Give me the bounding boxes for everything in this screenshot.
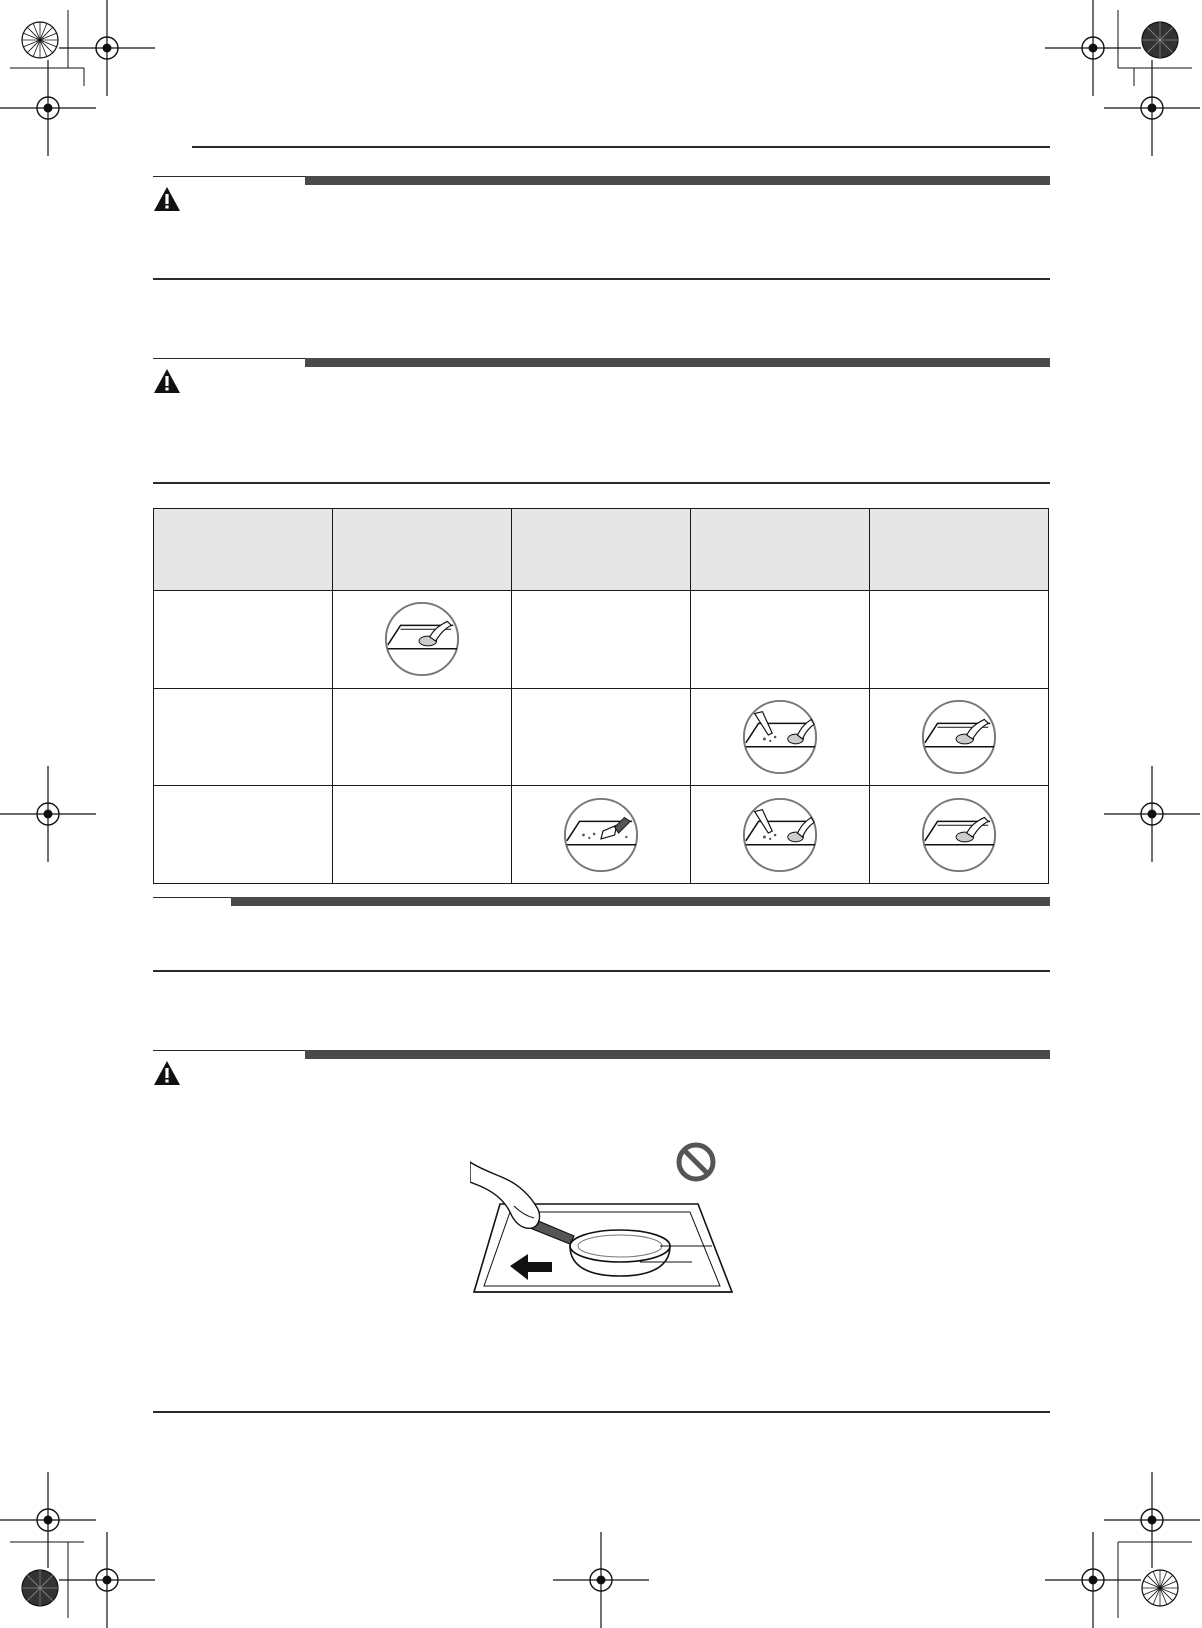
footer-rule [153, 1411, 1050, 1413]
wipe-cloth-icon [920, 698, 998, 776]
caution-2-bottom-rule [153, 482, 1050, 484]
table-cell [333, 688, 512, 786]
section-bottom-rule [153, 970, 1050, 972]
caution-1-bottom-rule [153, 278, 1050, 280]
table-cell [512, 591, 691, 689]
table-cell [333, 591, 512, 689]
table-cell [691, 688, 870, 786]
table-header-cell [691, 509, 870, 591]
section-heading-thin-rule [153, 897, 231, 898]
caution-1-heading-thin-rule [153, 176, 305, 177]
table-header-row [154, 509, 1049, 591]
table-row [154, 688, 1049, 786]
table-header-cell [870, 509, 1049, 591]
table-row [154, 786, 1049, 884]
row-label [154, 688, 333, 786]
scrape-and-wipe-icon [741, 698, 819, 776]
caution-1-heading-bar [305, 176, 1050, 185]
caution-triangle-icon [153, 368, 181, 394]
caution-triangle-icon [153, 186, 181, 212]
table-cell [870, 786, 1049, 884]
table-cell [512, 786, 691, 884]
table-cell [333, 786, 512, 884]
pan-sliding-on-cooktop [470, 1140, 750, 1300]
table-header-cell [333, 509, 512, 591]
caution-2-heading-bar [305, 358, 1050, 367]
table-row [154, 591, 1049, 689]
caution-triangle-icon [153, 1060, 181, 1086]
table-cell [870, 591, 1049, 689]
table-cell [512, 688, 691, 786]
wipe-cloth-icon [383, 600, 461, 678]
cleaning-method-table [153, 508, 1049, 884]
table-header-cell [512, 509, 691, 591]
table-cell [870, 688, 1049, 786]
prohibited-icon [679, 1145, 713, 1179]
row-label [154, 786, 333, 884]
caution-3-heading-bar [305, 1050, 1050, 1059]
header-rule [192, 146, 1050, 148]
section-heading-bar [231, 897, 1050, 906]
caution-2-heading-thin-rule [153, 358, 305, 359]
table-header-cell [154, 509, 333, 591]
caution-3-heading-thin-rule [153, 1050, 305, 1051]
row-label [154, 591, 333, 689]
scraper-icon [562, 796, 640, 874]
table-cell [691, 786, 870, 884]
wipe-cloth-icon [920, 796, 998, 874]
scrape-and-wipe-icon [741, 796, 819, 874]
table-cell [691, 591, 870, 689]
